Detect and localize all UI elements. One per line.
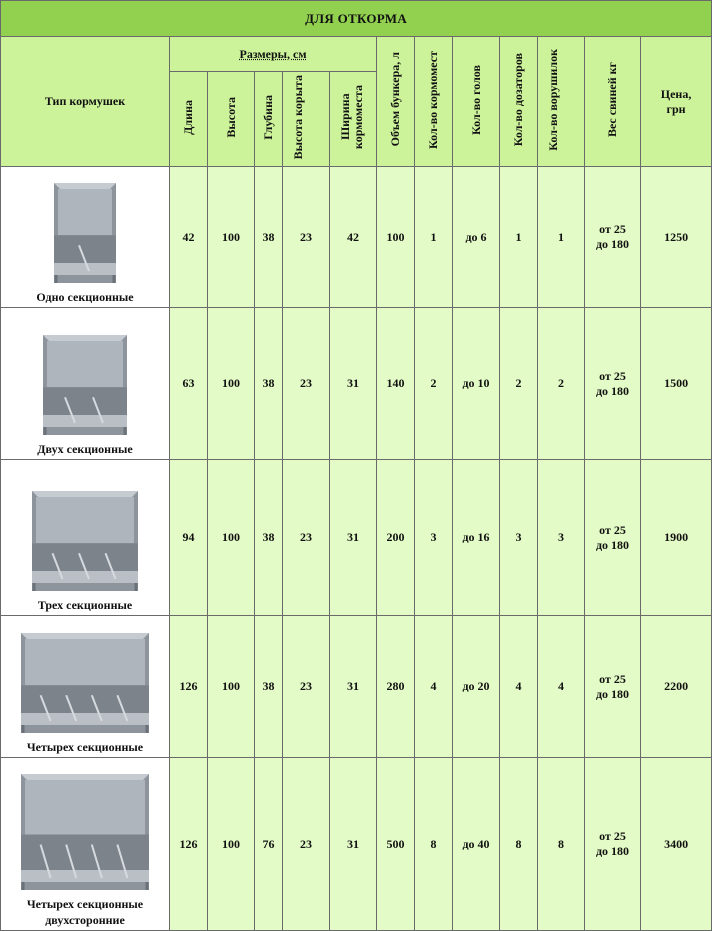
cell-place-width: 42 xyxy=(330,167,377,308)
cell-height: 100 xyxy=(208,308,255,460)
cell-volume: 500 xyxy=(377,758,415,931)
table-row xyxy=(1,460,712,616)
cell-volume: 140 xyxy=(377,308,415,460)
header-height: Высота xyxy=(208,72,255,167)
feeder-image xyxy=(1,329,169,441)
cell-stirrers: 8 xyxy=(538,758,585,931)
cell-dispensers: 3 xyxy=(500,460,538,616)
feeder-image xyxy=(1,768,169,896)
cell-height: 100 xyxy=(208,460,255,616)
feeder-type-name: Четырех секционные xyxy=(26,897,144,911)
cell-height: 100 xyxy=(208,616,255,758)
feeder-type-name: Трех секционные xyxy=(37,598,133,612)
feeder-image xyxy=(1,627,169,739)
cell-place-width: 31 xyxy=(330,616,377,758)
cell-dispensers: 4 xyxy=(500,616,538,758)
table-row xyxy=(1,616,712,758)
header-dimensions-group: Размеры, см xyxy=(170,37,377,72)
table-row xyxy=(1,308,712,460)
cell-stirrers: 2 xyxy=(538,308,585,460)
cell-length: 63 xyxy=(170,308,208,460)
cell-places: 3 xyxy=(415,460,453,616)
cell-price: 3400 xyxy=(641,758,712,931)
cell-place-width: 31 xyxy=(330,460,377,616)
cell-depth: 38 xyxy=(255,460,283,616)
cell-weight: от 25 до 180 xyxy=(585,460,641,616)
header-dispensers: Кол-во дозаторов xyxy=(500,37,538,167)
cell-weight: от 25 до 180 xyxy=(585,167,641,308)
feeder-image xyxy=(1,485,169,597)
feeder-type-cell xyxy=(1,758,170,931)
header-depth: Глубина xyxy=(255,72,283,167)
cell-places: 2 xyxy=(415,308,453,460)
feeder-type-cell xyxy=(1,167,170,308)
cell-trough-height: 23 xyxy=(283,167,330,308)
feeder-type-cell xyxy=(1,616,170,758)
cell-trough-height: 23 xyxy=(283,616,330,758)
feeder-type-name: Одно секционные xyxy=(36,290,134,304)
header-places: Кол-во кормомест xyxy=(415,37,453,167)
cell-volume: 100 xyxy=(377,167,415,308)
feeder-type-name: Двух секционные xyxy=(37,442,133,456)
cell-places: 8 xyxy=(415,758,453,931)
cell-dispensers: 1 xyxy=(500,167,538,308)
cell-height: 100 xyxy=(208,167,255,308)
cell-length: 126 xyxy=(170,616,208,758)
cell-price: 1500 xyxy=(641,308,712,460)
feeder-type-cell xyxy=(1,460,170,616)
cell-weight: от 25 до 180 xyxy=(585,758,641,931)
cell-stirrers: 1 xyxy=(538,167,585,308)
header-weight: Вес свиней кг xyxy=(585,37,641,167)
cell-trough-height: 23 xyxy=(283,460,330,616)
feeder-type-name: Четырех секционные xyxy=(26,740,144,754)
cell-height: 100 xyxy=(208,758,255,931)
cell-heads: до 40 xyxy=(453,758,500,931)
cell-heads: до 16 xyxy=(453,460,500,616)
cell-dispensers: 2 xyxy=(500,308,538,460)
header-heads: Кол-во голов xyxy=(453,37,500,167)
cell-depth: 38 xyxy=(255,308,283,460)
cell-price: 1250 xyxy=(641,167,712,308)
header-feeder-type: Тип кормушек xyxy=(1,37,170,167)
cell-price: 2200 xyxy=(641,616,712,758)
feeder-type-name-2: двухсторонние xyxy=(45,913,125,927)
cell-length: 94 xyxy=(170,460,208,616)
cell-places: 1 xyxy=(415,167,453,308)
cell-price: 1900 xyxy=(641,460,712,616)
cell-weight: от 25 до 180 xyxy=(585,616,641,758)
cell-weight: от 25 до 180 xyxy=(585,308,641,460)
cell-depth: 38 xyxy=(255,616,283,758)
table-row xyxy=(1,758,712,931)
cell-dispensers: 8 xyxy=(500,758,538,931)
header-place-width: Ширина кормоместа xyxy=(330,72,377,167)
feeder-type-cell xyxy=(1,308,170,460)
header-stirrers: Кол-во ворушилок xyxy=(538,37,585,167)
table-title: ДЛЯ ОТКОРМА xyxy=(1,1,712,37)
cell-length: 42 xyxy=(170,167,208,308)
header-trough-height: Высота корыта xyxy=(283,72,330,167)
cell-length: 126 xyxy=(170,758,208,931)
cell-heads: до 10 xyxy=(453,308,500,460)
cell-heads: до 20 xyxy=(453,616,500,758)
header-price: Цена, грн xyxy=(641,37,712,167)
header-volume: Объем бункера, л xyxy=(377,37,415,167)
cell-place-width: 31 xyxy=(330,308,377,460)
cell-depth: 76 xyxy=(255,758,283,931)
table-row xyxy=(1,167,712,308)
cell-place-width: 31 xyxy=(330,758,377,931)
cell-trough-height: 23 xyxy=(283,758,330,931)
cell-stirrers: 4 xyxy=(538,616,585,758)
cell-trough-height: 23 xyxy=(283,308,330,460)
feeder-image xyxy=(1,177,169,289)
cell-depth: 38 xyxy=(255,167,283,308)
cell-volume: 280 xyxy=(377,616,415,758)
cell-heads: до 6 xyxy=(453,167,500,308)
cell-places: 4 xyxy=(415,616,453,758)
cell-volume: 200 xyxy=(377,460,415,616)
cell-stirrers: 3 xyxy=(538,460,585,616)
header-length: Длина xyxy=(170,72,208,167)
